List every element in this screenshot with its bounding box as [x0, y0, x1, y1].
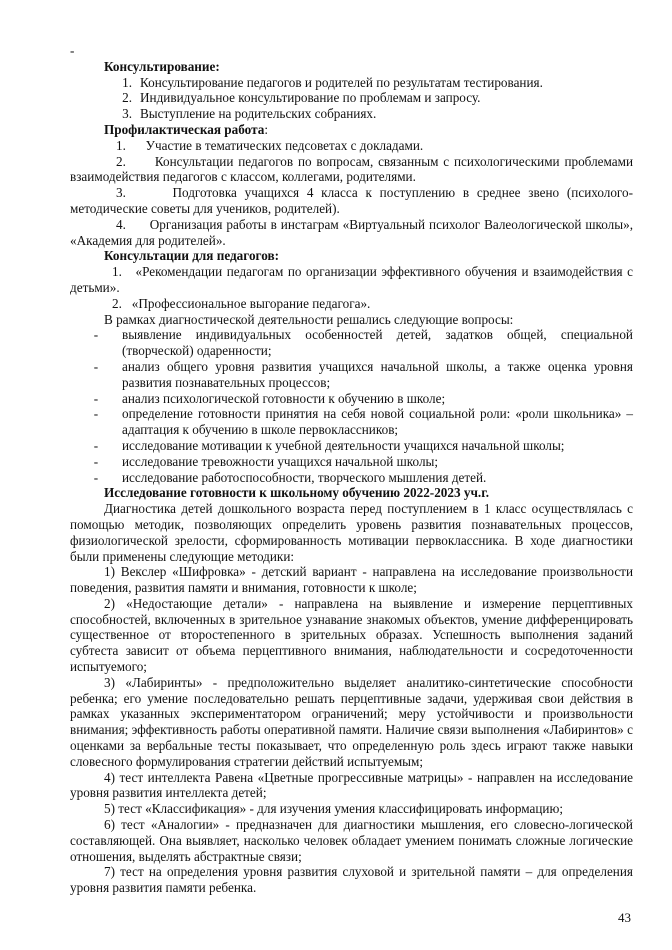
list-item	[70, 327, 633, 359]
list-text: выявление индивидуальных особенностей детей, задатков общей, специальной (творческой) одаренности;	[122, 327, 633, 359]
list-item	[70, 391, 633, 407]
list-text: анализ психологической готовности к обучению в школе;	[122, 390, 446, 406]
list-text: определение готовности принятия на себя новой социальной роли: «роли школьника» – адаптация к обучению в школе первоклассников;	[122, 406, 633, 438]
list-item	[70, 454, 633, 470]
consult-heading: Консультирование:	[104, 58, 220, 74]
list-dash: -	[93, 469, 99, 485]
list-number: 2.	[122, 90, 132, 106]
list-number: 3.	[116, 185, 126, 201]
list-item	[70, 185, 633, 217]
consult-list	[70, 75, 633, 122]
list-item	[70, 217, 633, 249]
list-dash: -	[93, 406, 99, 422]
list-item	[70, 138, 633, 154]
list-text: «Рекомендации педагогам по организации эффективного обучения и взаимодействия с детьми».	[70, 264, 633, 295]
prof-heading	[70, 122, 633, 138]
list-text: анализ общего уровня развития учащихся начальной школы, а также оценка уровня развития познавательных процессов;	[122, 358, 633, 390]
list-dash: -	[93, 390, 99, 406]
list-dash: -	[93, 327, 99, 343]
list-number: 1.	[116, 137, 126, 153]
list-text: исследование тревожности учащихся начальной школы;	[122, 453, 439, 469]
list-number: 1.	[112, 264, 122, 280]
list-number: 1.	[122, 74, 132, 90]
list-item	[70, 106, 633, 122]
list-dash: -	[93, 437, 99, 453]
list-text: Индивидуальное консультирование по проблемам и запросу.	[140, 90, 481, 106]
teachers-list	[70, 264, 633, 311]
method-item: 7) тест на определения уровня развития слуховой и зрительной памяти – для определения уровня развития памяти ребенка.	[70, 864, 633, 896]
prof-heading-text: Профилактическая работа	[104, 121, 265, 137]
list-text: исследование мотивации к учебной деятельности учащихся начальной школы;	[122, 437, 565, 453]
list-text: Консультирование педагогов и родителей по результатам тестирования.	[140, 74, 543, 90]
top-mark: -	[70, 43, 75, 58]
list-text: «Профессиональное выгорание педагога».	[131, 295, 371, 311]
list-text: исследование работоспособности, творческого мышления детей.	[122, 469, 487, 485]
list-dash: -	[93, 358, 99, 374]
list-text: Подготовка учащихся 4 класса к поступлению в среднее звено (психолого-методические советы для учеников, родителей).	[70, 185, 633, 216]
list-dash: -	[93, 453, 99, 469]
list-number: 2.	[112, 295, 122, 311]
list-item	[70, 75, 633, 91]
list-item	[70, 154, 633, 186]
method-item: 2) «Недостающие детали» - направлена на выявление и измерение перцептивных способностей, включенных в зрительное узнавание знакомых объектов, умение дифференцировать существенное от второстепенного в зрительных образах. Успешность выполнения заданий субтеста зависит от объема перцептивного внимания, наблюдательности и сосредоточенности испытуемого;	[70, 595, 633, 675]
list-item	[70, 296, 633, 312]
list-number: 4.	[116, 216, 126, 232]
research-intro: Диагностика детей дошкольного возраста перед поступлением в 1 класс осуществлялась с помощью методик, позволяющих определить уровень развития познавательных процессов, физиологической зрелости, сформированность мотивации первоклассника. В ходе диагностики были применены следующие методики:	[70, 501, 633, 564]
list-text: Участие в тематических педсоветах с докладами.	[145, 137, 424, 153]
prof-list	[70, 138, 633, 249]
method-item: 1) Векслер «Шифровка» - детский вариант - направлена на исследование произвольности поведения, развития памяти и внимания, готовности к школе;	[70, 564, 633, 596]
list-text: Выступление на родительских собраниях.	[140, 106, 377, 122]
list-item	[70, 359, 633, 391]
list-item	[70, 90, 633, 106]
list-item	[70, 264, 633, 296]
methods-list	[70, 564, 633, 896]
research-heading: Исследование готовности к школьному обучению 2022-2023 уч.г.	[104, 485, 489, 501]
list-number: 2.	[116, 153, 126, 169]
page-number: 43	[618, 910, 631, 925]
page-content	[70, 43, 633, 896]
teachers-heading: Консультации для педагогов:	[104, 248, 279, 264]
diag-list	[70, 327, 633, 485]
method-item: 3) «Лабиринты» - предположительно выделяет аналитико-синтетические способности ребенка; его умение последовательно решать перцептивные задачи, удерживая свои действия в рамках указанных экспериментатором ограничений; меру устойчивости и произвольности внимания; эффективность работы оперативной памяти. Наличие связи выполнения «Лабиринтов» с оценками за вербальные тесты показывает, что определенную роль здесь играют также навыки словесного формулирования стратегии действий испытуемым;	[70, 674, 633, 769]
list-number: 3.	[122, 106, 132, 122]
list-text: Организация работы в инстаграм «Виртуальный психолог Валеологической школы», «Академия для родителей».	[70, 216, 634, 248]
list-item	[70, 470, 633, 486]
list-item	[70, 438, 633, 454]
prof-heading-colon: :	[264, 121, 268, 137]
list-text: Консультации педагогов по вопросам, связанным с психологическими проблемами взаимодействия педагогов с классом, коллегами, родителями.	[70, 153, 634, 185]
list-item	[70, 406, 633, 438]
method-item: 5) тест «Классификация» - для изучения умения классифицировать информацию;	[104, 801, 563, 817]
method-item: 6) тест «Аналогии» - предназначен для диагностики мышления, его словесно-логической составляющей. Она выявляет, насколько человек обладает умением понимать сложные логические отношения, выделять абстрактные связи;	[70, 817, 633, 864]
method-item: 4) тест интеллекта Равена «Цветные прогрессивные матрицы» - направлен на исследование уровня развития интеллекта детей;	[70, 769, 633, 801]
diag-intro: В рамках диагностической деятельности решались следующие вопросы:	[104, 311, 514, 327]
